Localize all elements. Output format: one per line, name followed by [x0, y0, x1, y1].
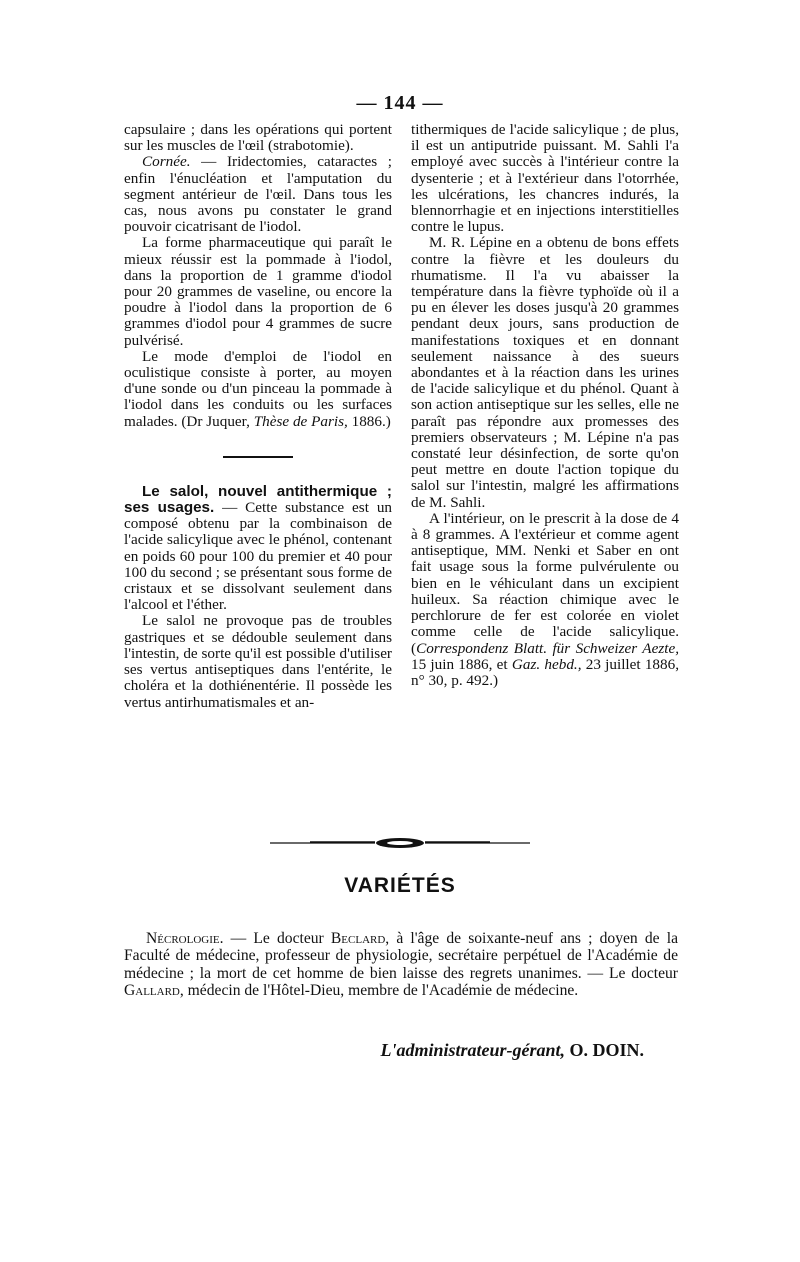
paragraph-text: 23 juillet 1886, n° 30, p. 492.) [411, 655, 680, 689]
paragraph-text: 1886.) [347, 412, 391, 430]
paragraph: capsulaire ; dans les opérations qui portent sur les muscles de l'œil (strabotomie). [124, 121, 392, 155]
paragraph-text: — Cette substance est un composé obtenu par la combinaison de l'acide salicylique avec le phénol, contenant en poids 60 pour 100 du premier et 40 pour 100 du second ; se présentant sous forme de cristaux et se dissolvant seulement dans l'alcool et l'éther. [124, 499, 393, 614]
paragraph-cornee [124, 154, 392, 235]
necrology-label: Nécrologie. [146, 929, 224, 947]
signature-role: L'administrateur-gérant, [380, 1040, 565, 1060]
paragraph-salol [124, 484, 392, 614]
necrology-paragraph [124, 930, 678, 1000]
ornamental-divider [270, 836, 530, 850]
signature [124, 1040, 644, 1061]
paragraph-text: — Iridectomies, cataractes ; enfin l'énucléation et l'amputation du segment antérieur de l'œil. Dans tous les cas, nous avons pu constater le grand pouvoir cicatrisant de l'iodol. [124, 153, 392, 236]
paragraph-text: , à l'âge de soixante-neuf ans ; doyen de la Faculté de médecine, professeur de physiologie, secrétaire perpétuel de l'Académie de médecine ; la mort de cet homme de bien laisse des regrets unanimes. — Le docteur [124, 929, 678, 982]
page-number: — 144 — [356, 92, 444, 114]
paragraph: Le salol ne provoque pas de troubles gastriques et se dédouble seulement dans l'intestin, de sorte qu'il est possible d'utiliser ses vertus antiseptiques dans l'entérite, le choléra et la dothiénentérie. Il possède les vertus antirhumatismales et an- [124, 612, 392, 711]
section-title: VARIÉTÉS [344, 874, 456, 897]
paragraph-text: Le mode d'emploi de l'iodol en oculistique consiste à porter, au moyen d'une sonde ou d'un pinceau la pommade à l'iodol dans les conduits ou les surfaces malades. (Dr Juquer, [124, 347, 392, 430]
right-column [411, 122, 679, 689]
paragraph: tithermiques de l'acide salicylique ; de plus, il est un antiputride puissant. M. Sahli l'a employé avec succès à l'intérieur contre la dysenterie ; et à l'extérieur dans l'otorrhée, les ulcérations, les chancres indurés, la blennorrhagie et en injections interstitielles contre le lupus. [411, 121, 679, 236]
citation: Gaz. hebd., [511, 655, 582, 673]
paragraph-text: — Le docteur [223, 929, 331, 947]
paragraph-text: A l'intérieur, on le prescrit à la dose de 4 à 8 grammes. A l'extérieur et comme agent antiseptique, MM. Nenki et Saber en ont fait usage sous la forme pulvérulente ou bien en le véhiculant dans un excipient huileux. Sa réaction chimique avec le perchlorure de fer est colorée en violet comme celle de l'acide salicylique. ( [411, 509, 679, 657]
paragraph: La forme pharmaceutique qui paraît le mieux réussir est la pommade à l'iodol, dans la proportion de 1 gramme d'iodol pour 20 grammes de vaseline, ou encore la poudre à l'iodol dans la proportion de 6 grammes d'iodol pour 4 grammes de sucre pulvérisé. [124, 234, 392, 349]
citation: Correspondenz Blatt. für Schweizer Aezte, [416, 639, 679, 657]
signature-name: O. DOIN. [564, 1040, 644, 1060]
paragraph-text: 15 juin 1886, et [411, 655, 512, 673]
citation: Thèse de Paris, [253, 412, 348, 430]
paragraph-text: , médecin de l'Hôtel-Dieu, membre de l'Académie de médecine. [179, 982, 579, 1000]
paragraph-dosage [411, 511, 679, 689]
person-name: Gallard [124, 982, 180, 1000]
person-name: Beclard [330, 929, 386, 947]
paragraph-iodol-usage [124, 349, 392, 430]
section-divider [223, 456, 293, 458]
paragraph: M. R. Lépine en a obtenu de bons effets contre la fièvre et les douleurs du rhumatisme. Il l'a vu abaisser la température dans la fièvre typhoïde où il a pu en élever les doses jusqu'à 20 grammes pendant deux jours, sans production de manifestations toxiques et en donnant seulement naissance à des sueurs abondantes et à la réaction dans les urines de l'acide salicylique et du phénol. Quant à son action antiseptique sur les selles, elle ne paraît pas répondre aux promesses des premiers observateurs ; M. Lépine n'a pas constaté leur désinfection, de sorte qu'on peut mettre en doute l'action topique du salol sur l'intestin, malgré les affirmations de M. Sahli. [411, 234, 679, 511]
left-column [124, 122, 392, 711]
subheading: Cornée. [142, 153, 191, 171]
article-heading: Le salol, nouvel antithermique ; ses usages. [124, 482, 392, 517]
